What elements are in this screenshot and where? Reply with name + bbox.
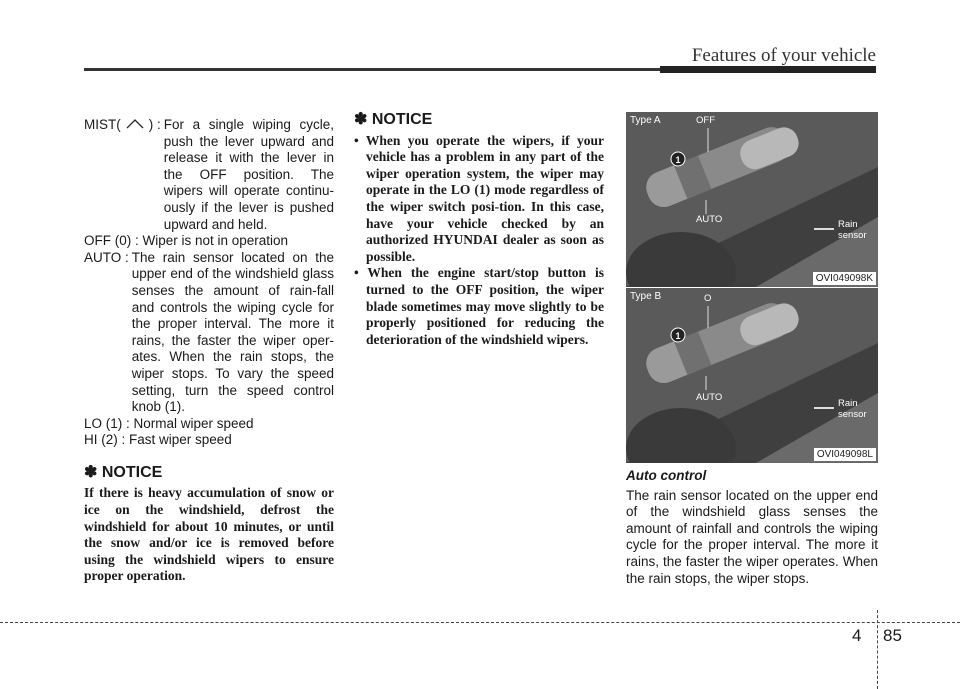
figure-type-label: Type A (630, 115, 661, 126)
off-entry: OFF (0) : Wiper is not in operation (84, 233, 289, 249)
notice-title-middle: ✽ NOTICE (354, 111, 433, 128)
page-header-title: Features of your vehicle (691, 45, 876, 66)
caret-up-icon (121, 117, 149, 134)
wiper-lever-illustration-a (626, 112, 878, 287)
figure-type-b (626, 288, 878, 463)
middle-column (354, 112, 604, 348)
left-column (84, 117, 334, 585)
rain-sensor-label: Rain sensor (838, 219, 867, 241)
hi-entry: HI (2) : Fast wiper speed (84, 432, 232, 448)
figure-type-a (626, 112, 878, 287)
notice-list (354, 133, 604, 349)
figure-type-label: Type B (630, 291, 662, 302)
wiper-lever-illustration-b (626, 288, 878, 463)
auto-key: AUTO : (84, 249, 129, 265)
auto-description: The rain sensor located on the upper end of the windshield glass senses the amount of rain-fall and controls the wiping cycle for the proper interval. The more it rains, the faster the wiper oper-ates. When the rain stops, the wiper stops. To vary the speed setting, turn the speed control knob (1). (131, 249, 334, 415)
page-number-divider (877, 610, 878, 689)
figure-code: OVI049098K (813, 272, 876, 285)
notice-item: • When you operate the wipers, if your vehicle has a problem in any part of the wiper operation system, the wiper may operate in the LO (1) mode regardless of the wiper switch posi-tion. In this case, have your vehicle checked by an authorized HYUNDAI dealer as soon as possible. (354, 132, 604, 264)
page-number: 85 (883, 626, 902, 645)
mist-entry (84, 117, 334, 233)
notice-title-left: ✽ NOTICE (84, 463, 163, 481)
footer-rule (0, 622, 960, 623)
lo-entry: LO (1) : Normal wiper speed (84, 415, 254, 431)
mist-description: For a single wiping cycle, push the lever upward and release it with the lever in the OFF position. The wipers will operate continu-ously if the lever is pushed upward and held. (163, 117, 334, 232)
mist-suffix: ) : (148, 117, 161, 132)
auto-label: AUTO (696, 392, 723, 403)
auto-control-body: The rain sensor located on the upper end of the windshield glass senses the amount of rainfall and controls the wiping cycle for the proper interval. The more it rains, the faster the wiper operates. When the rain stops, the wiper stops. (626, 487, 878, 586)
header-rule-accent (660, 66, 876, 73)
notice-body-left: If there is heavy accumulation of snow or ice on the windshield, defrost the windshield for about 10 minutes, or until the snow and/or ice is removed before using the windshield wipers to ensure proper operation. (84, 485, 334, 584)
speed-knob-marker: 1 (675, 155, 681, 165)
off-label: OFF (696, 115, 715, 126)
rain-sensor-label: Rain sensor (838, 398, 867, 420)
mist-prefix: MIST( (84, 117, 121, 132)
auto-control-heading: Auto control (626, 468, 707, 483)
auto-label: AUTO (696, 214, 723, 225)
mist-position-label: O (704, 293, 712, 304)
figure-code: OVI049098L (814, 448, 876, 461)
chapter-number: 4 (852, 626, 862, 645)
auto-entry (84, 250, 334, 416)
speed-knob-marker: 1 (675, 331, 681, 341)
notice-item: • When the engine start/stop button is turned to the OFF position, the wiper blade sometimes may move slightly to be properly positioned for reducing the deterioration of the windshield wipers. (354, 265, 604, 347)
right-column (626, 468, 878, 587)
